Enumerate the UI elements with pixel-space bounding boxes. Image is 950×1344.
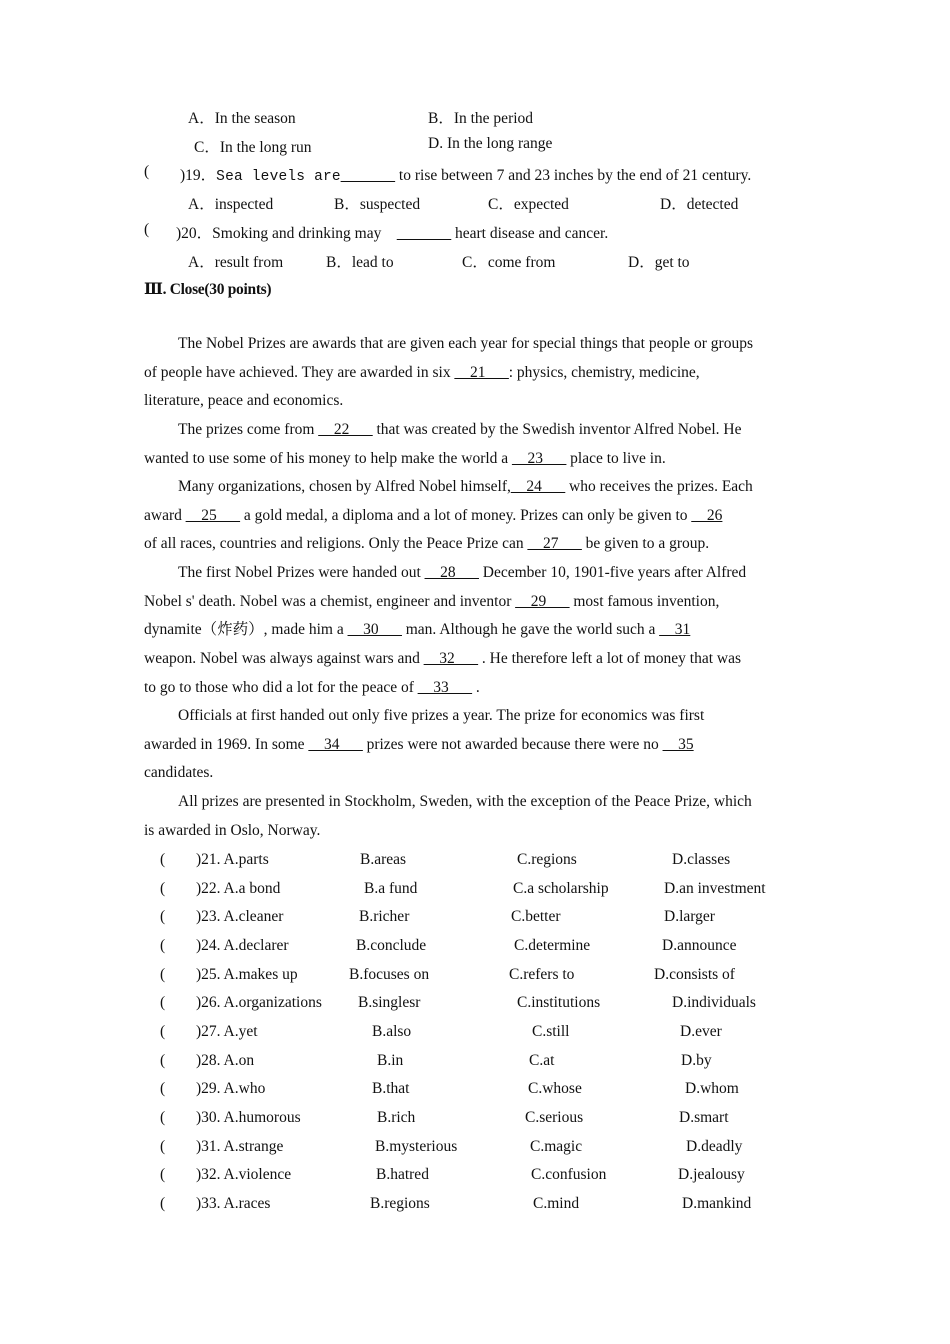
cloze-30-option-b: B.rich [377, 1108, 416, 1126]
cloze-question-27 [0, 1023, 950, 1045]
blank-22: __22___ [318, 421, 373, 438]
p4-line-4-b: . He therefore left a lot of money that was [478, 650, 742, 668]
q19-option-d: D．detected [660, 196, 739, 213]
cloze-26-option-a: )26. A.organizations [196, 994, 322, 1012]
q20-stem [176, 221, 608, 243]
cloze-33-option-a: )33. A.races [196, 1194, 271, 1212]
cloze-31-option-a: )31. A.strange [196, 1137, 284, 1155]
cloze-question-28 [0, 1052, 950, 1074]
p3-line-2 [144, 502, 816, 531]
p3-line-3 [144, 530, 816, 559]
p4-line-3-b: man. Although he gave the world such a [401, 621, 660, 639]
passage-paragraph-3 [144, 473, 816, 559]
blank-33: __33___ [417, 678, 473, 696]
cloze-33-option-c: C.mind [533, 1194, 580, 1212]
cloze-29-option-a: )29. A.who [196, 1080, 266, 1098]
blank-28: __28___ [424, 564, 479, 581]
p4-line-3 [144, 616, 816, 645]
q18-option-c: C．In the long run [194, 139, 312, 156]
p4-line-3-a: dynamite（炸药）, made him a [144, 621, 348, 639]
p2-line-2 [144, 445, 816, 474]
cloze-question-22 [0, 880, 950, 902]
cloze-33-answer-paren: ( [160, 1194, 166, 1212]
cloze-27-option-c: C.still [532, 1022, 570, 1040]
blank-21: __21___ [454, 363, 509, 381]
cloze-26-option-c: C.institutions [517, 994, 601, 1012]
cloze-31-answer-paren: ( [160, 1137, 166, 1155]
cloze-26-option-d: D.individuals [672, 994, 756, 1012]
cloze-32-option-d: D.jealousy [678, 1166, 745, 1184]
p1-line-2-b: : physics, chemistry, medicine, [508, 363, 700, 381]
cloze-24-option-c: C.determine [514, 936, 591, 954]
p1-line-2-a: of people have achieved. They are awarded in six [144, 363, 455, 381]
p1-line-2 [144, 359, 816, 388]
cloze-question-30 [0, 1109, 950, 1131]
cloze-26-answer-paren: ( [160, 994, 166, 1012]
cloze-question-33 [0, 1195, 950, 1217]
cloze-30-option-d: D.smart [679, 1108, 729, 1126]
cloze-24-option-d: D.announce [662, 936, 737, 954]
blank-35: __35 [662, 735, 694, 753]
q19-option-c: C．expected [488, 196, 569, 213]
p4-line-1-a: The first Nobel Prizes were handed out [178, 564, 425, 581]
q20-option-b: B．lead to [326, 254, 394, 271]
cloze-24-option-b: B.conclude [356, 936, 427, 954]
cloze-21-option-d: D.classes [672, 851, 731, 868]
p3-line-3-b: be given to a group. [581, 535, 710, 553]
cloze-28-option-c: C.at [529, 1051, 555, 1069]
cloze-28-answer-paren: ( [160, 1051, 166, 1069]
cloze-23-option-d: D.larger [664, 908, 715, 926]
q20-option-a: A．result from [188, 254, 284, 271]
q20-number: )20．Smoking and drinking may [176, 225, 382, 242]
cloze-25-option-d: D.consists of [654, 965, 735, 983]
p3-line-2-a: award [144, 506, 186, 524]
p4-line-2-a: Nobel s' death. Nobel was a chemist, engineer and inventor [144, 592, 516, 610]
section-3-heading: Ⅲ. Close(30 points) [144, 281, 272, 298]
cloze-25-option-a: )25. A.makes up [196, 965, 298, 983]
p5-line-2-a: awarded in 1969. In some [144, 735, 309, 753]
cloze-24-option-a: )24. A.declarer [196, 936, 289, 954]
blank-23: __23___ [512, 449, 567, 467]
p4-line-4-a: weapon. Nobel was always against wars and [144, 650, 424, 668]
cloze-question-25 [0, 966, 950, 988]
p4-line-1 [144, 559, 816, 588]
cloze-31-option-d: D.deadly [686, 1137, 743, 1155]
passage-paragraph-5 [144, 702, 816, 788]
cloze-32-answer-paren: ( [160, 1166, 166, 1184]
passage-paragraph-2 [144, 416, 816, 473]
cloze-30-option-a: )30. A.humorous [196, 1108, 301, 1126]
blank-25: __25___ [185, 506, 240, 524]
p5-line-3: candidates. [144, 764, 214, 782]
p4-line-5 [144, 674, 816, 703]
blank-30: __30___ [347, 621, 402, 639]
cloze-25-option-b: B.focuses on [349, 965, 430, 983]
q19-answer-paren: ( [144, 163, 150, 180]
cloze-31-option-c: C.magic [530, 1137, 583, 1155]
p6-line-2: is awarded in Oslo, Norway. [144, 821, 321, 839]
cloze-23-option-a: )23. A.cleaner [196, 908, 284, 926]
q19-stem-mono: Sea levels are [216, 169, 341, 185]
q20-blank: _______ [396, 225, 452, 242]
cloze-28-option-b: B.in [377, 1051, 404, 1069]
cloze-21-answer-paren: ( [160, 851, 166, 868]
cloze-29-option-c: C.whose [528, 1080, 582, 1098]
q19-stem [180, 163, 751, 185]
cloze-22-option-a: )22. A.a bond [196, 879, 281, 897]
p5-line-2-b: prizes were not awarded because there were no [362, 735, 663, 753]
cloze-question-23 [0, 908, 950, 930]
p4-line-5-a: to go to those who did a lot for the peace of [144, 678, 418, 696]
p5-line-2 [144, 731, 816, 760]
blank-32: __32___ [423, 650, 479, 668]
blank-34: __34___ [308, 735, 363, 753]
p4-line-2 [144, 588, 816, 617]
cloze-22-option-b: B.a fund [364, 879, 418, 897]
cloze-33-option-d: D.mankind [682, 1194, 752, 1212]
cloze-30-answer-paren: ( [160, 1108, 166, 1126]
cloze-23-option-c: C.better [511, 908, 561, 926]
blank-29: __29___ [515, 592, 570, 610]
cloze-21-option-a: )21. A.parts [196, 851, 269, 868]
blank-31: __31 [659, 621, 691, 639]
cloze-question-29 [0, 1080, 950, 1102]
cloze-28-option-a: )28. A.on [196, 1051, 255, 1069]
cloze-33-option-b: B.regions [370, 1194, 430, 1212]
p3-line-2-b: a gold medal, a diploma and a lot of money. Prizes can only be given to [240, 506, 692, 524]
cloze-23-option-b: B.richer [359, 908, 410, 926]
cloze-22-answer-paren: ( [160, 879, 166, 897]
cloze-28-option-d: D.by [681, 1051, 712, 1069]
cloze-29-option-d: D.whom [685, 1080, 739, 1098]
p4-line-4 [144, 645, 816, 674]
p6-line-1: All prizes are presented in Stockholm, Sweden, with the exception of the Peace Prize, which [178, 793, 752, 810]
cloze-27-option-d: D.ever [680, 1022, 722, 1040]
p2-line-1-b: that was created by the Swedish inventor Alfred Nobel. He [372, 421, 742, 438]
cloze-question-21 [0, 851, 950, 873]
cloze-25-answer-paren: ( [160, 965, 166, 983]
q19-option-b: B．suspected [334, 196, 421, 213]
cloze-27-option-a: )27. A.yet [196, 1022, 258, 1040]
passage-paragraph-4 [144, 559, 816, 703]
cloze-27-option-b: B.also [372, 1022, 412, 1040]
cloze-29-answer-paren: ( [160, 1080, 166, 1098]
cloze-23-answer-paren: ( [160, 908, 166, 926]
cloze-29-option-b: B.that [372, 1080, 410, 1098]
cloze-32-option-b: B.hatred [376, 1166, 429, 1184]
q18-option-d: D. In the long range [428, 135, 553, 152]
cloze-26-option-b: B.singlesr [358, 994, 421, 1012]
p2-line-2-a: wanted to use some of his money to help make the world a [144, 449, 513, 467]
cloze-question-26 [0, 994, 950, 1016]
blank-24: __24___ [510, 478, 566, 495]
q19-stem-rest: to rise between 7 and 23 inches by the end of 21 century. [398, 167, 752, 184]
q20-option-d: D．get to [628, 254, 690, 271]
p1-line-3: literature, peace and economics. [144, 392, 344, 410]
passage-paragraph-1 [144, 330, 816, 416]
cloze-25-option-c: C.refers to [509, 965, 575, 983]
cloze-21-option-b: B.areas [360, 851, 407, 868]
p2-line-2-b: place to live in. [566, 449, 666, 467]
p3-line-1-a: Many organizations, chosen by Alfred Nobel himself, [178, 478, 511, 495]
q20-option-c: C．come from [462, 254, 556, 271]
q19-number: )19． [180, 167, 217, 184]
p5-line-1: Officials at first handed out only five prizes a year. The prize for economics was first [178, 707, 705, 724]
p3-line-1 [144, 473, 816, 502]
p3-line-3-a: of all races, countries and religions. Only the Peace Prize can [144, 535, 528, 553]
cloze-30-option-c: C.serious [525, 1108, 584, 1126]
p1-line-1: The Nobel Prizes are awards that are given each year for special things that people or groups [178, 335, 753, 352]
q19-option-a: A．inspected [188, 196, 274, 213]
q20-answer-paren: ( [144, 221, 150, 238]
cloze-question-24 [0, 937, 950, 959]
p4-line-1-b: December 10, 1901-five years after Alfred [478, 564, 747, 581]
p4-line-2-b: most famous invention, [569, 592, 720, 610]
p2-line-1-a: The prizes come from [178, 421, 319, 438]
q18-option-b: B．In the period [428, 110, 534, 127]
blank-26: __26 [691, 506, 723, 524]
passage-paragraph-6 [144, 788, 816, 845]
p2-line-1 [144, 416, 816, 445]
q19-blank: _______ [340, 167, 396, 184]
cloze-22-option-c: C.a scholarship [513, 879, 609, 897]
p3-line-1-b: who receives the prizes. Each [565, 478, 753, 495]
p4-line-5-b: . [472, 678, 480, 696]
cloze-32-option-c: C.confusion [531, 1166, 607, 1184]
cloze-question-32 [0, 1166, 950, 1188]
cloze-24-answer-paren: ( [160, 936, 166, 954]
cloze-27-answer-paren: ( [160, 1022, 166, 1040]
cloze-22-option-d: D.an investment [664, 879, 766, 897]
q20-stem-rest: heart disease and cancer. [455, 225, 609, 242]
cloze-31-option-b: B.mysterious [375, 1137, 458, 1155]
q18-option-a: A．In the season [188, 110, 296, 127]
cloze-question-31 [0, 1138, 950, 1160]
blank-27: __27___ [527, 535, 582, 553]
cloze-32-option-a: )32. A.violence [196, 1166, 292, 1184]
cloze-21-option-c: C.regions [517, 851, 577, 868]
